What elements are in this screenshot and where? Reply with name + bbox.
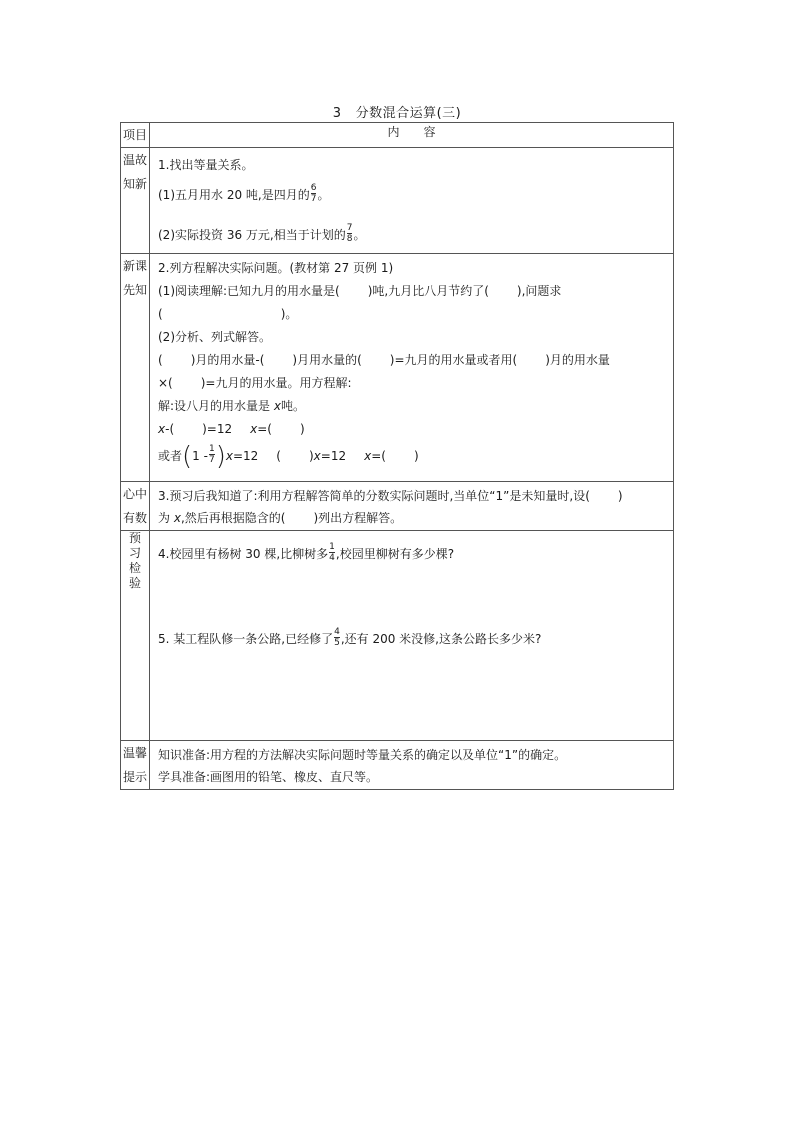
row-review bbox=[121, 148, 674, 254]
fraction-7-8: $\frac{7}{8}$ bbox=[346, 222, 353, 244]
question-4: 4.校园里有杨树 30 棵,比柳树多 $\frac{1}{4}$ ,校园里柳树有多少棵? bbox=[158, 541, 455, 563]
lesson-line-6: ×( )=九月的用水量。用方程解: bbox=[158, 376, 352, 390]
row-new-lesson bbox=[121, 254, 674, 482]
row-tips-label: 温馨 提示 bbox=[121, 741, 150, 790]
lesson-line-9: 或者(1 - $\frac{1}{7}$ )x=12 ( )x=12 x=( ) bbox=[158, 441, 419, 472]
fraction-6-7: $\frac{6}{7}$ bbox=[310, 182, 317, 204]
row-new-lesson-content bbox=[150, 254, 674, 482]
fraction-1-4: $\frac{1}{4}$ bbox=[329, 541, 335, 563]
lesson-line-2: (1)阅读理解:已知九月的用水量是( )吨,九月比八月节约了( ),问题求 bbox=[158, 284, 562, 298]
lesson-line-5: ( )月的用水量-( )月用水量的( )=九月的用水量或者用( )月的用水量 bbox=[158, 353, 610, 367]
title-text: 分数混合运算(三) bbox=[355, 106, 462, 121]
lesson-line-7: 解:设八月的用水量是 x吨。 bbox=[158, 399, 305, 413]
summary-line-1: 3.预习后我知道了:利用方程解答简单的分数实际问题时,当单位“1”是未知量时,设( ) bbox=[158, 489, 623, 503]
row-preview-check-label: 预 习 检 验 bbox=[121, 531, 150, 741]
row-summary-label: 心中 有数 bbox=[121, 482, 150, 531]
row-summary-content bbox=[150, 482, 674, 531]
fraction-1-7: $\frac{1}{7}$ bbox=[208, 443, 215, 465]
lesson-line-1: 2.列方程解决实际问题。(教材第 27 页例 1) bbox=[158, 261, 394, 275]
question-5: 5. 某工程队修一条公路,已经修了 $\frac{4}{5}$ ,还有 200 米没修,这条公路长多少米? bbox=[158, 626, 542, 648]
page-title bbox=[0, 102, 794, 121]
review-line-1: 1.找出等量关系。 bbox=[158, 158, 254, 172]
header-item: 项目 bbox=[121, 123, 150, 148]
review-line-2: (1)五月用水 20 吨,是四月的 $\frac{6}{7}$ 。 bbox=[158, 182, 330, 204]
review-line-3: (2)实际投资 36 万元,相当于计划的 $\frac{7}{8}$ 。 bbox=[158, 222, 366, 244]
row-summary bbox=[121, 482, 674, 531]
fraction-4-5: $\frac{4}{5}$ bbox=[334, 626, 340, 648]
title-number: 3 bbox=[332, 106, 342, 121]
row-review-label: 温故 知新 bbox=[121, 148, 150, 254]
lesson-line-4: (2)分析、列式解答。 bbox=[158, 330, 271, 344]
worksheet-table bbox=[120, 122, 674, 790]
row-tips-content bbox=[150, 741, 674, 790]
row-preview-check-content bbox=[150, 531, 674, 741]
row-tips bbox=[121, 741, 674, 790]
row-new-lesson-label: 新课 先知 bbox=[121, 254, 150, 482]
row-review-content bbox=[150, 148, 674, 254]
lesson-line-8: x-( )=12 x=( ) bbox=[158, 422, 305, 436]
tips-line-1: 知识准备:用方程的方法解决实际问题时等量关系的确定以及单位“1”的确定。 bbox=[158, 748, 567, 762]
summary-line-2: 为 x,然后再根据隐含的( )列出方程解答。 bbox=[158, 511, 403, 525]
header-content: 内 容 bbox=[150, 123, 674, 148]
lesson-line-3: ( )。 bbox=[158, 307, 298, 321]
row-preview-check bbox=[121, 531, 674, 741]
tips-line-2: 学具准备:画图用的铅笔、橡皮、直尺等。 bbox=[158, 770, 379, 784]
header-row bbox=[121, 123, 674, 148]
